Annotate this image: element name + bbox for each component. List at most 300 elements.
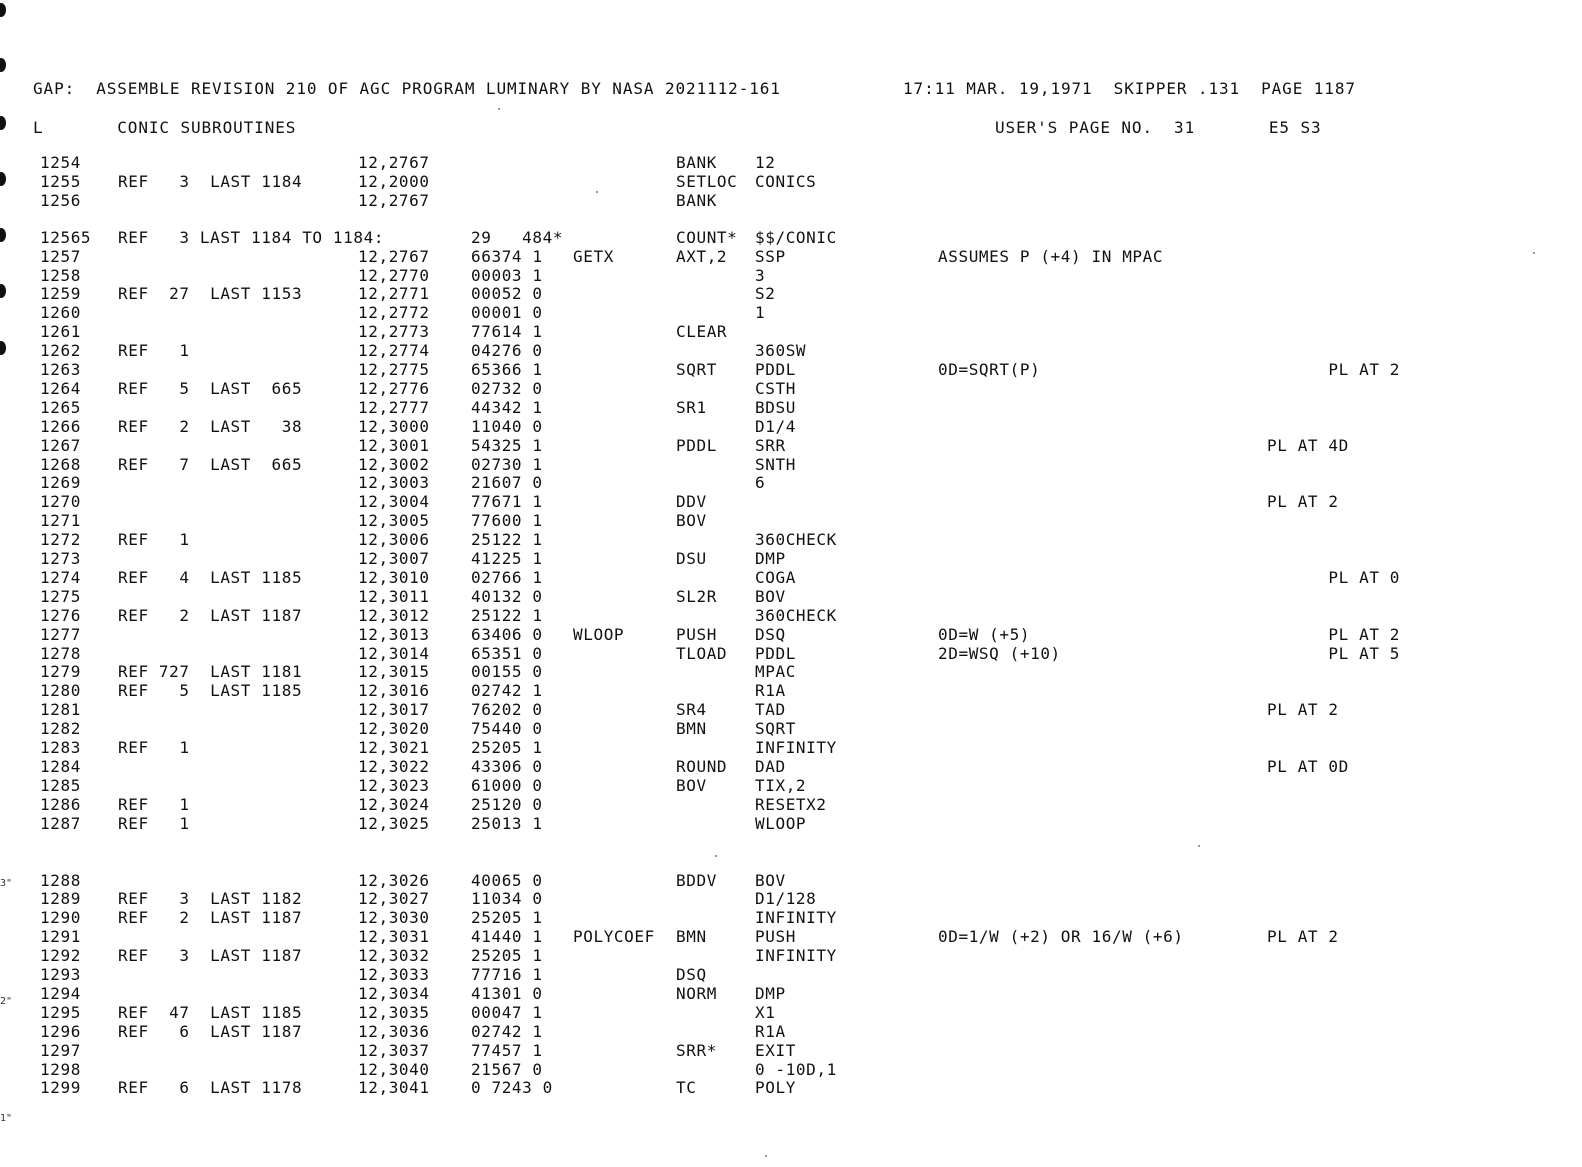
opcode: BANK bbox=[676, 153, 717, 172]
reference-info: REF 6 LAST 1178 bbox=[118, 1078, 303, 1098]
octal-code: 40132 0 bbox=[471, 586, 543, 606]
octal-code: 25205 1 bbox=[471, 946, 543, 966]
operand: D1/4 bbox=[755, 416, 796, 436]
opcode: SL2R bbox=[676, 586, 717, 606]
octal-code: 41225 1 bbox=[471, 549, 543, 568]
listing-line bbox=[0, 909, 1582, 927]
listing-line bbox=[0, 248, 1582, 266]
line-number: 1268 bbox=[40, 454, 81, 474]
octal-code: 25120 0 bbox=[471, 794, 543, 814]
opcode: TC bbox=[676, 1078, 697, 1098]
reference-info: REF 1 bbox=[118, 794, 190, 814]
memory-address: 12,3026 bbox=[358, 870, 430, 890]
memory-address: 12,3033 bbox=[358, 965, 430, 984]
memory-address: 12,2770 bbox=[358, 265, 430, 285]
memory-address: 12,3007 bbox=[358, 549, 430, 568]
comment: 0D=1/W (+2) OR 16/W (+6) bbox=[938, 927, 1184, 947]
memory-address: 12,3035 bbox=[358, 1002, 430, 1022]
octal-code: 21567 0 bbox=[471, 1059, 543, 1079]
reference-info: REF 727 LAST 1181 bbox=[118, 662, 303, 682]
line-number: 1279 bbox=[40, 662, 81, 682]
memory-address: 12,3024 bbox=[358, 794, 430, 814]
octal-code: 77614 1 bbox=[471, 322, 543, 342]
memory-address: 12,3023 bbox=[358, 775, 430, 795]
line-number: 1283 bbox=[40, 738, 81, 757]
opcode: SR1 bbox=[676, 397, 707, 417]
memory-address: 12,2776 bbox=[358, 378, 430, 398]
line-number: 1276 bbox=[40, 605, 81, 625]
punch-hole bbox=[0, 58, 6, 72]
line-number: 1287 bbox=[40, 813, 81, 833]
octal-code: 77716 1 bbox=[471, 965, 543, 984]
octal-code: 00003 1 bbox=[471, 265, 543, 285]
print-speck bbox=[498, 108, 500, 110]
operand: DAD bbox=[755, 756, 786, 776]
octal-code: 41301 0 bbox=[471, 983, 543, 1003]
operand: 3 bbox=[755, 265, 766, 285]
print-speck bbox=[596, 191, 598, 193]
opcode: BANK bbox=[676, 190, 717, 210]
memory-address: 12,3003 bbox=[358, 473, 430, 493]
operand: SQRT bbox=[755, 719, 796, 739]
opcode: BMN bbox=[676, 927, 707, 947]
reference-info: REF 47 LAST 1185 bbox=[118, 1002, 303, 1022]
operand: COGA bbox=[755, 567, 796, 587]
memory-address: 12,2777 bbox=[358, 397, 430, 417]
listing-line bbox=[0, 777, 1582, 795]
listing-line bbox=[0, 304, 1582, 322]
listing-line bbox=[0, 607, 1582, 625]
listing-line bbox=[0, 474, 1582, 492]
memory-address: 12,2767 bbox=[358, 153, 430, 172]
octal-code: 25205 1 bbox=[471, 738, 543, 757]
listing-line bbox=[0, 512, 1582, 530]
operand: CONICS bbox=[755, 171, 817, 191]
line-number: 1286 bbox=[40, 794, 81, 814]
print-speck bbox=[715, 855, 717, 857]
memory-address: 12,3017 bbox=[358, 700, 430, 720]
comment: 0D=SQRT(P) bbox=[938, 360, 1041, 379]
octal-code: 02742 1 bbox=[471, 681, 543, 701]
opcode: SRR* bbox=[676, 1040, 717, 1060]
opcode: BMN bbox=[676, 719, 707, 739]
listing-line bbox=[0, 815, 1582, 833]
opcode: TLOAD bbox=[676, 643, 728, 663]
line-number: 1282 bbox=[40, 719, 81, 739]
reference-info: REF 2 LAST 38 bbox=[118, 416, 303, 436]
listing-line bbox=[0, 985, 1582, 1003]
memory-address: 12,3032 bbox=[358, 946, 430, 966]
operand: S2 bbox=[755, 284, 776, 304]
operand: INFINITY bbox=[755, 738, 837, 757]
listing-line bbox=[0, 947, 1582, 965]
memory-address: 12,2767 bbox=[358, 246, 430, 266]
octal-code: 04276 0 bbox=[471, 341, 543, 361]
reference-info: REF 3 LAST 1184 bbox=[118, 171, 303, 191]
memory-address: 12,2774 bbox=[358, 341, 430, 361]
line-number: 1261 bbox=[40, 322, 81, 342]
octal-code: 25122 1 bbox=[471, 530, 543, 550]
listing-line bbox=[0, 323, 1582, 341]
operand: 0 -10D,1 bbox=[755, 1059, 837, 1079]
line-number: 12565 bbox=[40, 227, 92, 247]
line-number: 1260 bbox=[40, 303, 81, 323]
operand: PDDL bbox=[755, 643, 796, 663]
memory-address: 12,3036 bbox=[358, 1021, 430, 1041]
memory-address: 12,3011 bbox=[358, 586, 430, 606]
memory-address: 12,3022 bbox=[358, 756, 430, 776]
line-number: 1267 bbox=[40, 435, 81, 455]
octal-code: 11040 0 bbox=[471, 416, 543, 436]
push-list-note: PL AT 5 bbox=[1267, 643, 1401, 663]
opcode: AXT,2 bbox=[676, 246, 728, 266]
push-list-note: PL AT 2 bbox=[1267, 360, 1401, 379]
octal-code: 25205 1 bbox=[471, 908, 543, 928]
reference-info: REF 1 bbox=[118, 341, 190, 361]
line-number: 1290 bbox=[40, 908, 81, 928]
listing-line bbox=[0, 739, 1582, 757]
listing-line bbox=[0, 928, 1582, 946]
operand: SSP bbox=[755, 246, 786, 266]
octal-code: 41440 1 bbox=[471, 927, 543, 947]
operand: BOV bbox=[755, 870, 786, 890]
opcode: COUNT* bbox=[676, 227, 738, 247]
punch-hole bbox=[0, 116, 6, 130]
memory-address: 12,3013 bbox=[358, 624, 430, 644]
opcode: BOV bbox=[676, 775, 707, 795]
comment: ASSUMES P (+4) IN MPAC bbox=[938, 246, 1164, 266]
memory-address: 12,3037 bbox=[358, 1040, 430, 1060]
print-speck bbox=[1533, 252, 1535, 254]
opcode: DSQ bbox=[676, 965, 707, 984]
octal-code: 40065 0 bbox=[471, 870, 543, 890]
line-number: 1275 bbox=[40, 586, 81, 606]
memory-address: 12,3021 bbox=[358, 738, 430, 757]
listing-line bbox=[0, 966, 1582, 984]
line-number: 1259 bbox=[40, 284, 81, 304]
octal-code: 00047 1 bbox=[471, 1002, 543, 1022]
line-number: 1274 bbox=[40, 567, 81, 587]
comment: 2D=WSQ (+10) bbox=[938, 643, 1061, 663]
octal-code: 00052 0 bbox=[471, 284, 543, 304]
operand: RESETX2 bbox=[755, 794, 827, 814]
octal-code: 25013 1 bbox=[471, 813, 543, 833]
section-title: L CONIC SUBROUTINES bbox=[33, 118, 297, 137]
reference-info: REF 27 LAST 1153 bbox=[118, 284, 303, 304]
memory-address: 12,3006 bbox=[358, 530, 430, 550]
symbol-label: GETX bbox=[573, 246, 614, 266]
operand: TIX,2 bbox=[755, 775, 807, 795]
octal-code: 02732 0 bbox=[471, 378, 543, 398]
octal-code: 0 7243 0 bbox=[471, 1078, 553, 1098]
line-number: 1298 bbox=[40, 1059, 81, 1079]
operand: BDSU bbox=[755, 397, 796, 417]
octal-code: 77600 1 bbox=[471, 511, 543, 531]
octal-code: 65366 1 bbox=[471, 360, 543, 379]
operand: R1A bbox=[755, 1021, 786, 1041]
opcode: DDV bbox=[676, 492, 707, 512]
push-list-note: PL AT 2 bbox=[1267, 700, 1339, 720]
reference-info: REF 2 LAST 1187 bbox=[118, 605, 303, 625]
comment: 0D=W (+5) bbox=[938, 624, 1031, 644]
line-number: 1284 bbox=[40, 756, 81, 776]
reference-info: REF 5 LAST 1185 bbox=[118, 681, 303, 701]
operand: 12 bbox=[755, 153, 776, 172]
reference-info: REF 3 LAST 1182 bbox=[118, 889, 303, 909]
assembler-header: GAP: ASSEMBLE REVISION 210 OF AGC PROGRAM LUMINARY BY NASA 2021112-161 bbox=[33, 79, 781, 98]
memory-address: 12,2775 bbox=[358, 360, 430, 379]
reference-info: REF 3 LAST 1184 TO 1184: bbox=[118, 227, 385, 247]
octal-code: 44342 1 bbox=[471, 397, 543, 417]
memory-address: 12,3040 bbox=[358, 1059, 430, 1079]
listing-line bbox=[0, 418, 1582, 436]
line-number: 1265 bbox=[40, 397, 81, 417]
operand: PUSH bbox=[755, 927, 796, 947]
line-number: 1280 bbox=[40, 681, 81, 701]
line-number: 1264 bbox=[40, 378, 81, 398]
line-number: 1277 bbox=[40, 624, 81, 644]
operand: INFINITY bbox=[755, 946, 837, 966]
punch-hole bbox=[0, 3, 6, 17]
reference-info: REF 2 LAST 1187 bbox=[118, 908, 303, 928]
listing-line bbox=[0, 493, 1582, 511]
memory-address: 12,3001 bbox=[358, 435, 430, 455]
margin-mark: 1" bbox=[0, 1113, 13, 1124]
listing-line bbox=[0, 890, 1582, 908]
line-number: 1293 bbox=[40, 965, 81, 984]
listing-line bbox=[0, 154, 1582, 172]
octal-code: 25122 1 bbox=[471, 605, 543, 625]
listing-line bbox=[0, 1061, 1582, 1079]
memory-address: 12,3012 bbox=[358, 605, 430, 625]
listing-line bbox=[0, 720, 1582, 738]
memory-address: 12,3004 bbox=[358, 492, 430, 512]
listing-line bbox=[0, 380, 1582, 398]
symbol-label: POLYCOEF bbox=[573, 927, 655, 947]
octal-code: 00001 0 bbox=[471, 303, 543, 323]
line-number: 1278 bbox=[40, 643, 81, 663]
push-list-note: PL AT 4D bbox=[1267, 435, 1349, 455]
opcode: ROUND bbox=[676, 756, 728, 776]
operand: 360CHECK bbox=[755, 530, 837, 550]
operand: D1/128 bbox=[755, 889, 817, 909]
listing-line bbox=[0, 1004, 1582, 1022]
line-number: 1271 bbox=[40, 511, 81, 531]
opcode: SQRT bbox=[676, 360, 717, 379]
print-speck bbox=[1198, 845, 1200, 847]
symbol-label: WLOOP bbox=[573, 624, 625, 644]
memory-address: 12,2773 bbox=[358, 322, 430, 342]
octal-code: 00155 0 bbox=[471, 662, 543, 682]
memory-address: 12,3010 bbox=[358, 567, 430, 587]
listing-line bbox=[0, 663, 1582, 681]
listing-line bbox=[0, 1023, 1582, 1041]
listing-line bbox=[0, 531, 1582, 549]
opcode: CLEAR bbox=[676, 322, 728, 342]
memory-address: 12,2771 bbox=[358, 284, 430, 304]
memory-address: 12,3015 bbox=[358, 662, 430, 682]
push-list-note: PL AT 2 bbox=[1267, 492, 1339, 512]
reference-info: REF 1 bbox=[118, 530, 190, 550]
operand: BOV bbox=[755, 586, 786, 606]
users-page-number: USER'S PAGE NO. 31 E5 S3 bbox=[995, 118, 1322, 137]
listing-line bbox=[0, 550, 1582, 568]
listing-line bbox=[0, 588, 1582, 606]
memory-address: 12,3030 bbox=[358, 908, 430, 928]
listing-line bbox=[0, 1042, 1582, 1060]
listing-line bbox=[0, 361, 1582, 379]
memory-address: 12,3034 bbox=[358, 983, 430, 1003]
line-number: 1263 bbox=[40, 360, 81, 379]
line-number: 1272 bbox=[40, 530, 81, 550]
memory-address: 12,3000 bbox=[358, 416, 430, 436]
listing-line bbox=[0, 285, 1582, 303]
octal-code: 02766 1 bbox=[471, 567, 543, 587]
line-number: 1256 bbox=[40, 190, 81, 210]
push-list-note: PL AT 2 bbox=[1267, 624, 1401, 644]
operand: PDDL bbox=[755, 360, 796, 379]
operand: R1A bbox=[755, 681, 786, 701]
octal-code: 76202 0 bbox=[471, 700, 543, 720]
listing-line bbox=[0, 758, 1582, 776]
memory-address: 12,3025 bbox=[358, 813, 430, 833]
reference-info: REF 5 LAST 665 bbox=[118, 378, 303, 398]
opcode: BDDV bbox=[676, 870, 717, 890]
line-number: 1262 bbox=[40, 341, 81, 361]
line-number: 1254 bbox=[40, 153, 81, 172]
operand: DMP bbox=[755, 983, 786, 1003]
operand: MPAC bbox=[755, 662, 796, 682]
listing-line bbox=[0, 682, 1582, 700]
opcode: BOV bbox=[676, 511, 707, 531]
octal-code: 63406 0 bbox=[471, 624, 543, 644]
octal-code: 43306 0 bbox=[471, 756, 543, 776]
listing-line bbox=[0, 569, 1582, 587]
octal-code: 65351 0 bbox=[471, 643, 543, 663]
listing-line bbox=[0, 192, 1582, 210]
memory-address: 12,3002 bbox=[358, 454, 430, 474]
margin-mark: 3" bbox=[0, 878, 13, 889]
octal-code: 54325 1 bbox=[471, 435, 543, 455]
operand: 360CHECK bbox=[755, 605, 837, 625]
push-list-note: PL AT 0D bbox=[1267, 756, 1349, 776]
line-number: 1255 bbox=[40, 171, 81, 191]
listing-line bbox=[0, 229, 1582, 247]
line-number: 1299 bbox=[40, 1078, 81, 1098]
octal-code: 29 484* bbox=[471, 227, 564, 247]
reference-info: REF 1 bbox=[118, 738, 190, 757]
listing-line bbox=[0, 399, 1582, 417]
line-number: 1258 bbox=[40, 265, 81, 285]
listing-line bbox=[0, 456, 1582, 474]
line-number: 1296 bbox=[40, 1021, 81, 1041]
operand: TAD bbox=[755, 700, 786, 720]
operand: DMP bbox=[755, 549, 786, 568]
operand: 360SW bbox=[755, 341, 807, 361]
line-number: 1297 bbox=[40, 1040, 81, 1060]
memory-address: 12,3005 bbox=[358, 511, 430, 531]
print-speck bbox=[765, 1155, 767, 1157]
operand: 6 bbox=[755, 473, 766, 493]
octal-code: 02742 1 bbox=[471, 1021, 543, 1041]
octal-code: 02730 1 bbox=[471, 454, 543, 474]
opcode: SR4 bbox=[676, 700, 707, 720]
octal-code: 77671 1 bbox=[471, 492, 543, 512]
line-number: 1281 bbox=[40, 700, 81, 720]
listing-line bbox=[0, 872, 1582, 890]
line-number: 1294 bbox=[40, 983, 81, 1003]
listing-line bbox=[0, 267, 1582, 285]
opcode: DSU bbox=[676, 549, 707, 568]
line-number: 1266 bbox=[40, 416, 81, 436]
memory-address: 12,2000 bbox=[358, 171, 430, 191]
operand: SNTH bbox=[755, 454, 796, 474]
operand: SRR bbox=[755, 435, 786, 455]
reference-info: REF 4 LAST 1185 bbox=[118, 567, 303, 587]
octal-code: 77457 1 bbox=[471, 1040, 543, 1060]
operand: INFINITY bbox=[755, 908, 837, 928]
line-number: 1289 bbox=[40, 889, 81, 909]
line-number: 1291 bbox=[40, 927, 81, 947]
line-number: 1270 bbox=[40, 492, 81, 512]
octal-code: 61000 0 bbox=[471, 775, 543, 795]
listing-line bbox=[0, 342, 1582, 360]
line-number: 1288 bbox=[40, 870, 81, 890]
memory-address: 12,2772 bbox=[358, 303, 430, 323]
line-number: 1285 bbox=[40, 775, 81, 795]
reference-info: REF 1 bbox=[118, 813, 190, 833]
listing-line bbox=[0, 437, 1582, 455]
operand: $$/CONIC bbox=[755, 227, 837, 247]
memory-address: 12,3014 bbox=[358, 643, 430, 663]
operand: X1 bbox=[755, 1002, 776, 1022]
opcode: SETLOC bbox=[676, 171, 738, 191]
memory-address: 12,3027 bbox=[358, 889, 430, 909]
memory-address: 12,3020 bbox=[358, 719, 430, 739]
memory-address: 12,2767 bbox=[358, 190, 430, 210]
opcode: PDDL bbox=[676, 435, 717, 455]
listing-line bbox=[0, 645, 1582, 663]
opcode: NORM bbox=[676, 983, 717, 1003]
listing-line bbox=[0, 796, 1582, 814]
reference-info: REF 6 LAST 1187 bbox=[118, 1021, 303, 1041]
memory-address: 12,3031 bbox=[358, 927, 430, 947]
operand: CSTH bbox=[755, 378, 796, 398]
operand: POLY bbox=[755, 1078, 796, 1098]
operand: EXIT bbox=[755, 1040, 796, 1060]
print-timestamp: 17:11 MAR. 19,1971 SKIPPER .131 PAGE 1187 bbox=[903, 79, 1356, 98]
memory-address: 12,3041 bbox=[358, 1078, 430, 1098]
operand: WLOOP bbox=[755, 813, 807, 833]
memory-address: 12,3016 bbox=[358, 681, 430, 701]
operand: DSQ bbox=[755, 624, 786, 644]
line-number: 1257 bbox=[40, 246, 81, 266]
listing-line bbox=[0, 626, 1582, 644]
margin-mark: 2" bbox=[0, 996, 13, 1007]
listing-line bbox=[0, 173, 1582, 191]
line-number: 1273 bbox=[40, 549, 81, 568]
octal-code: 21607 0 bbox=[471, 473, 543, 493]
octal-code: 11034 0 bbox=[471, 889, 543, 909]
push-list-note: PL AT 2 bbox=[1267, 927, 1339, 947]
line-number: 1292 bbox=[40, 946, 81, 966]
listing-line bbox=[0, 701, 1582, 719]
push-list-note: PL AT 0 bbox=[1267, 567, 1401, 587]
line-number: 1295 bbox=[40, 1002, 81, 1022]
operand: 1 bbox=[755, 303, 766, 323]
reference-info: REF 7 LAST 665 bbox=[118, 454, 303, 474]
opcode: PUSH bbox=[676, 624, 717, 644]
